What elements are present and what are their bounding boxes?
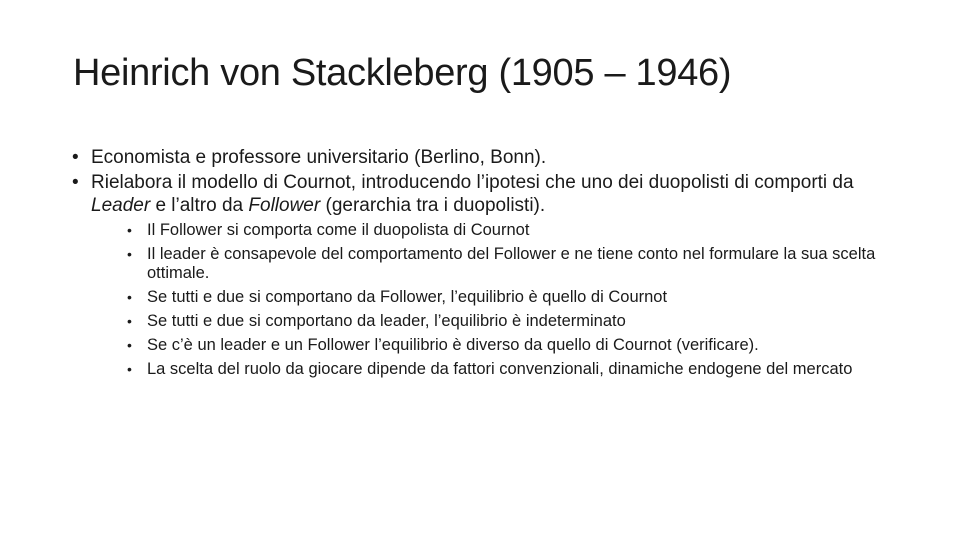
bullet-glyph: • (127, 289, 132, 305)
slide-title: Heinrich von Stackleberg (1905 – 1946) (73, 52, 732, 94)
bullet-list (72, 146, 892, 380)
sub-bullet-text: Se c’è un leader e un Follower l’equilibrio è diverso da quello di Cournot (verificare). (147, 336, 759, 354)
sub-bullet-text: Se tutti e due si comportano da leader, l’equilibrio è indeterminato (147, 312, 626, 330)
bullet-text-part: e l’altro da (150, 195, 249, 216)
bullet-text-part: (gerarchia tra i duopolisti). (320, 195, 546, 216)
bullet-glyph: • (72, 171, 79, 193)
bullet-item-2 (72, 171, 892, 380)
sub-bullet-text: Se tutti e due si comportano da Follower, l’equilibrio è quello di Cournot (147, 288, 668, 306)
sub-bullet-list (127, 221, 892, 380)
leader-term: Leader (91, 195, 151, 216)
sub-bullet-item (127, 360, 892, 380)
bullet-glyph: • (127, 245, 132, 262)
bullet-glyph: • (72, 147, 79, 168)
bullet-glyph: • (127, 221, 132, 238)
bullet-text: Economista e professore universitario (Berlino, Bonn). (91, 147, 547, 168)
sub-bullet-text: La scelta del ruolo da giocare dipende da fattori convenzionali, dinamiche endogene del mercato (147, 360, 853, 378)
bullet-glyph: • (127, 337, 132, 353)
follower-term: Follower (248, 195, 321, 216)
sub-bullet-text: Il Follower si comporta come il duopolista di Cournot (147, 220, 530, 239)
sub-bullet-item (127, 245, 892, 284)
bullet-glyph: • (127, 313, 132, 329)
sub-bullet-item (127, 336, 892, 356)
bullet-text-part: Rielabora il modello di Cournot, introducendo l’ipotesi che uno dei duopolisti di comporti da (91, 171, 854, 193)
sub-bullet-item (127, 221, 892, 241)
sub-bullet-text: Il leader è consapevole del comportamento del Follower e ne tiene conto nel formulare la sua scelta ottimale. (147, 244, 876, 282)
sub-bullet-item (127, 312, 892, 332)
slide-body (72, 146, 892, 384)
bullet-glyph: • (127, 361, 132, 377)
sub-bullet-item (127, 288, 892, 308)
bullet-item-1 (72, 146, 892, 170)
